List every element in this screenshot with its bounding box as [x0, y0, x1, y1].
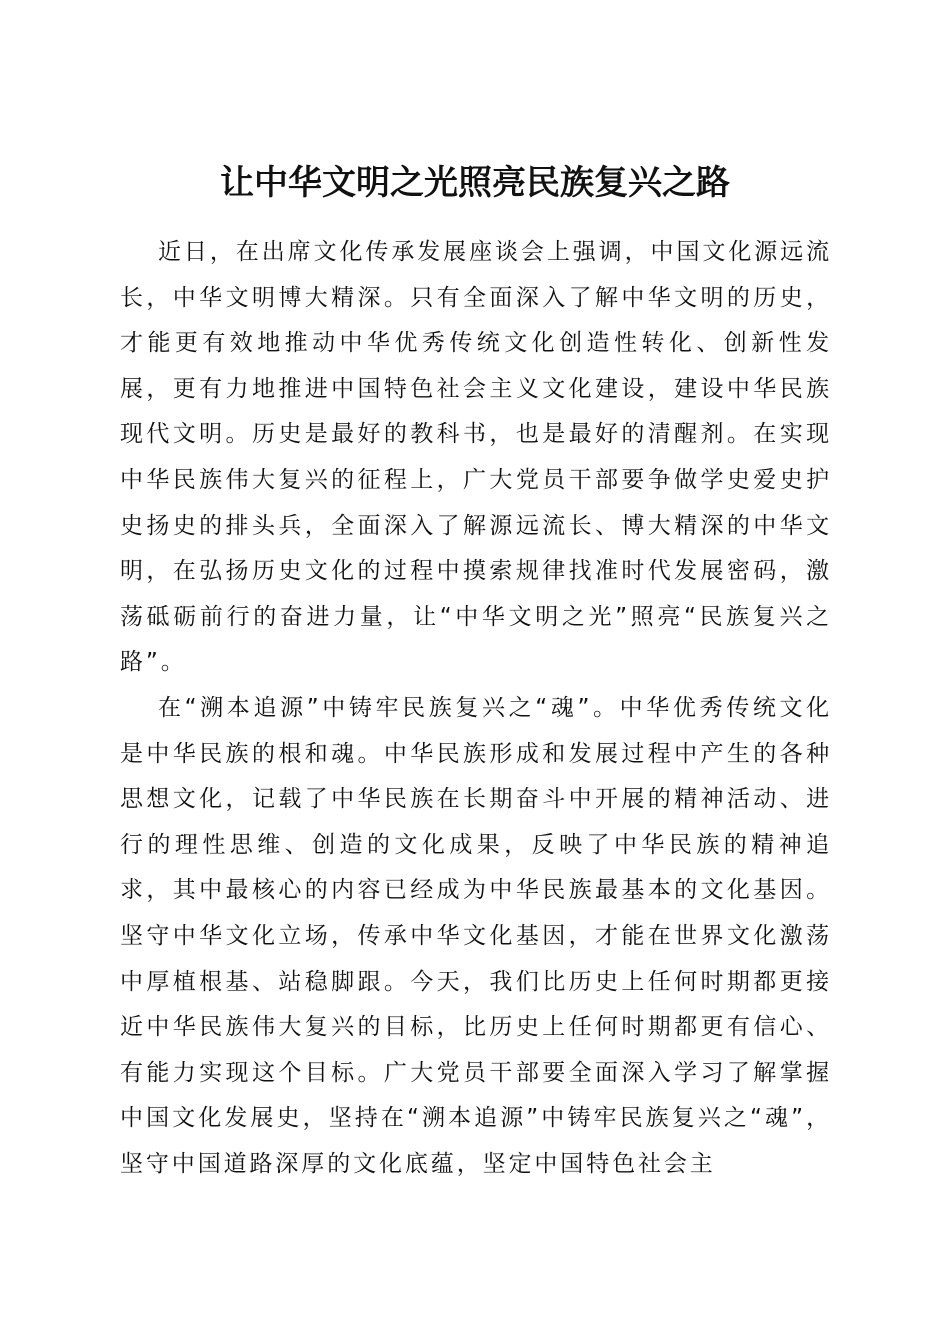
document-body — [120, 230, 832, 1187]
paragraph-2: 在“溯本追源”中铸牢民族复兴之“魂”。中华优秀传统文化是中华民族的根和魂。中华民族形成和发展过程中产生的各种思想文化，记载了中华民族在长期奋斗中开展的精神活动、进行的理性思维、创造的文化成果，反映了中华民族的精神追求，其中最核心的内容已经成为中华民族最基本的文化基因。坚守中华文化立场，传承中华文化基因，才能在世界文化激荡中厚植根基、站稳脚跟。今天，我们比历史上任何时期都更接近中华民族伟大复兴的目标，比历史上任何时期都更有信心、有能力实现这个目标。广大党员干部要全面深入学习了解掌握中国文化发展史，坚持在“溯本追源”中铸牢民族复兴之“魂”，坚守中国道路深厚的文化底蕴，坚定中国特色社会主 — [120, 694, 832, 1177]
paragraph-1: 近日，在出席文化传承发展座谈会上强调，中国文化源远流长，中华文明博大精深。只有全面深入了解中华文明的历史，才能更有效地推动中华优秀传统文化创造性转化、创新性发展，更有力地推进中国特色社会主义文化建设，建设中华民族现代文明。历史是最好的教科书，也是最好的清醒剂。在实现中华民族伟大复兴的征程上，广大党员干部要争做学史爱史护史扬史的排头兵，全面深入了解源远流长、博大精深的中华文明，在弘扬历史文化的过程中摸索规律找准时代发展密码，激荡砥砺前行的奋进力量，让“中华文明之光”照亮“民族复兴之路”。 — [120, 239, 832, 676]
document-title: 让中华文明之光照亮民族复兴之路 — [220, 162, 730, 203]
